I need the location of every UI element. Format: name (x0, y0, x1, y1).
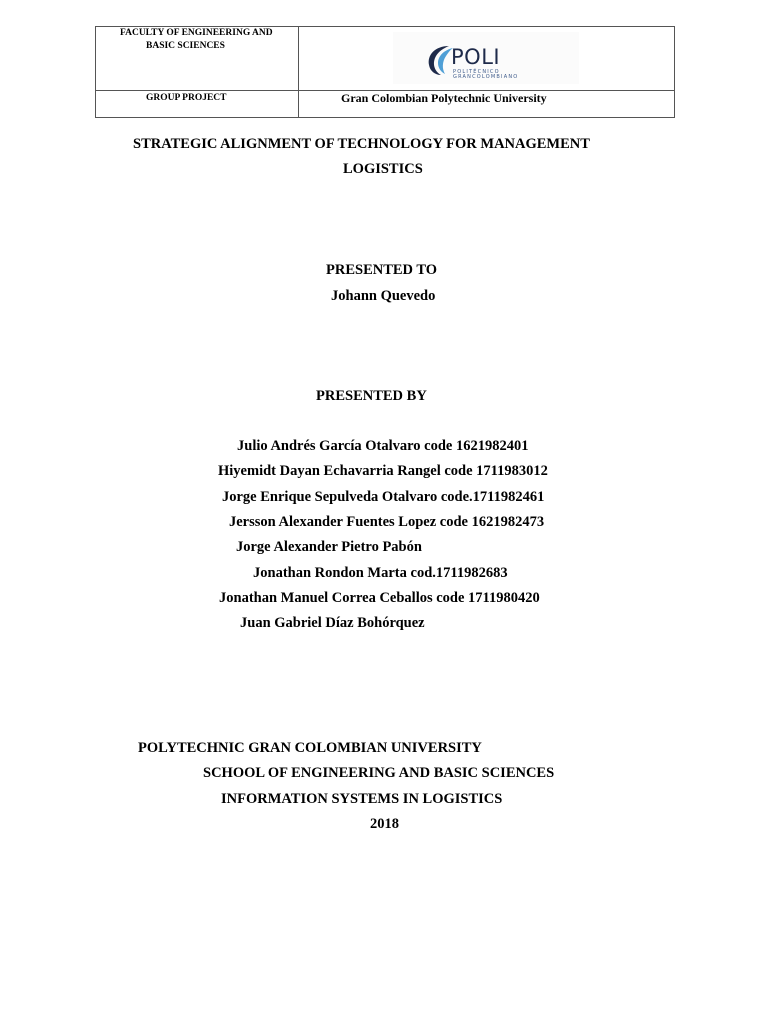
footer-school: SCHOOL OF ENGINEERING AND BASIC SCIENCES (203, 765, 555, 781)
member-name: Jonathan Rondon Marta cod.1711982683 (253, 565, 508, 581)
group-project-label: GROUP PROJECT (146, 93, 227, 103)
document-title-line-1: STRATEGIC ALIGNMENT OF TECHNOLOGY FOR MANAGEMENT (133, 136, 590, 152)
table-divider-vertical (298, 27, 299, 117)
member-name: Jonathan Manuel Correa Ceballos code 1711980420 (219, 590, 540, 606)
faculty-line-1: FACULTY OF ENGINEERING AND (120, 28, 273, 38)
member-name: Hiyemidt Dayan Echavarria Rangel code 1711983012 (218, 463, 548, 479)
faculty-cell (120, 27, 290, 53)
member-name: Jersson Alexander Fuentes Lopez code 1621982473 (229, 514, 545, 530)
header-university-name: Gran Colombian Polytechnic University (341, 91, 547, 105)
member-name: Juan Gabriel Díaz Bohórquez (240, 615, 425, 631)
header-table (95, 26, 675, 118)
member-name: Julio Andrés García Otalvaro code 1621982401 (237, 438, 529, 454)
footer-university: POLYTECHNIC GRAN COLOMBIAN UNIVERSITY (138, 740, 482, 756)
poli-logo (393, 32, 579, 84)
member-name: Jorge Alexander Pietro Pabón (236, 539, 422, 555)
presented-to-name: Johann Quevedo (331, 288, 436, 304)
logo-subtitle (453, 70, 573, 80)
logo-subtitle-line-2: GRANCOLOMBIANO (453, 74, 519, 80)
document-title-line-2: LOGISTICS (343, 161, 423, 177)
footer-year: 2018 (370, 816, 399, 832)
footer-course: INFORMATION SYSTEMS IN LOGISTICS (221, 791, 503, 807)
member-name: Jorge Enrique Sepulveda Otalvaro code.1711982461 (222, 489, 545, 505)
logo-subtitle-line-1: POLITÉCNICO (453, 69, 500, 75)
logo-wordmark: POLI (451, 45, 501, 69)
presented-by-heading: PRESENTED BY (316, 388, 427, 404)
presented-to-heading: PRESENTED TO (326, 262, 438, 278)
faculty-line-2: BASIC SCIENCES (146, 41, 225, 51)
